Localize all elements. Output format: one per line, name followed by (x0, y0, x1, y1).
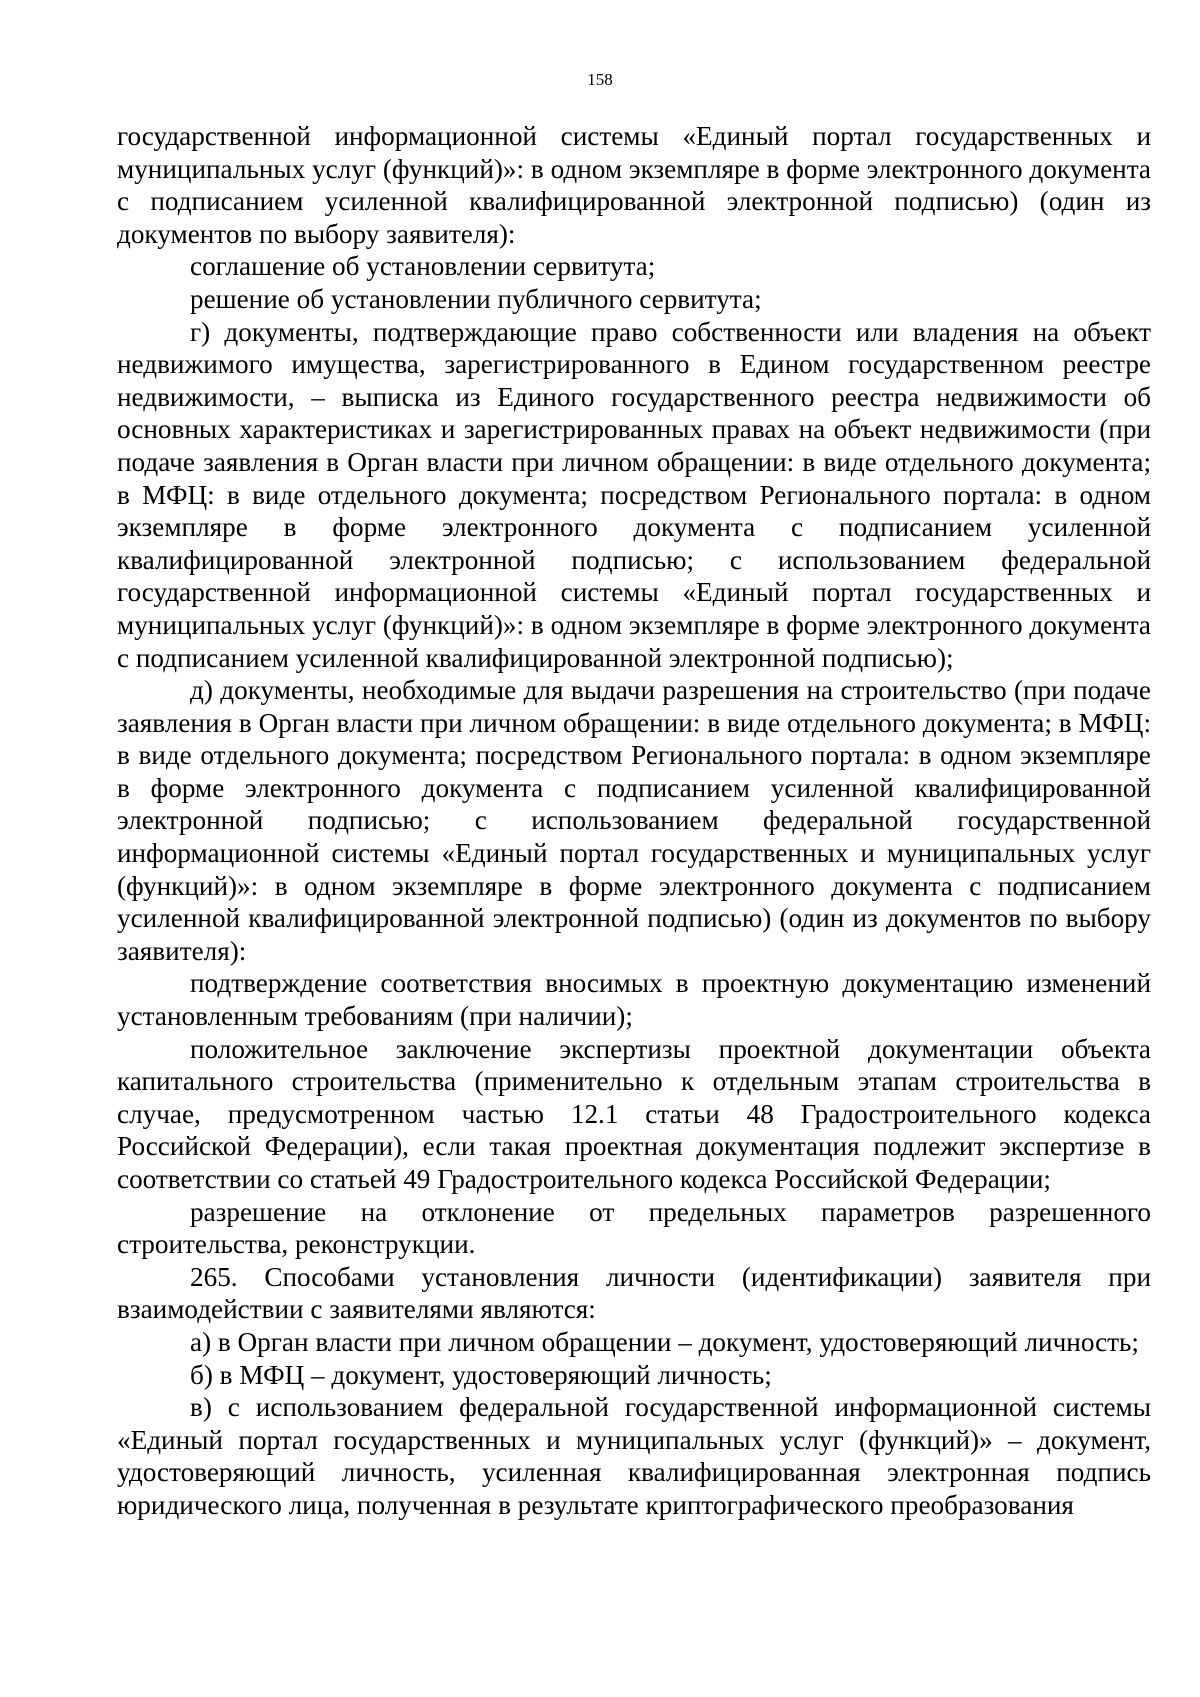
paragraph: соглашение об установлении сервитута; (190, 251, 656, 282)
paragraph: б) в МФЦ – документ, удостоверяющий личность; (190, 1359, 772, 1390)
paragraph: г) документы, подтверждающие право собственности или владения на объект недвижимого имущества, зарегистрированного в Едином государственном реестре недвижимости, – выписка из Единого государственного реестра недвижимости об основных характеристиках и зарегистрированных правах на объект недвижимости (при подаче заявления в Орган власти при личном обращении: в виде отдельного документа; в МФЦ: в виде отдельного документа; посредством Регионального портала: в одном экземпляре в форме электронного документа с подписанием усиленной квалифицированной электронной подписью; с использованием федеральной государственной информационной системы «Единый портал государственных и муниципальных услуг (функций)»: в одном экземпляре в форме электронного документа с подписанием усиленной квалифицированной электронной подписью); (117, 316, 1151, 673)
paragraph: в) с использованием федеральной государственной информационной системы «Единый портал государственных и муниципальных услуг (функций)» – документ, удостоверяющий личность, усиленная квалифицированная электронная подпись юридического лица, полученная в результате криптографического преобразования (117, 1392, 1151, 1520)
paragraph: государственной информационной системы «Единый портал государственных и муниципальных услуг (функций)»: в одном экземпляре в форме электронного документа с подписанием усиленной квалифицированной электронной подписью) (один из документов по выбору заявителя): (117, 121, 1151, 249)
page-number: 158 (587, 70, 613, 89)
document-body (117, 120, 1151, 1522)
paragraph: 265. Способами установления личности (идентификации) заявителя при взаимодействии с заявителями являются: (117, 1261, 1151, 1325)
paragraph: подтверждение соответствия вносимых в проектную документацию изменений установленным требованиям (при наличии); (117, 968, 1151, 1032)
paragraph: д) документы, необходимые для выдачи разрешения на строительство (при подаче заявления в Орган власти при личном обращении: в виде отдельного документа; в МФЦ: в виде отдельного документа; посредством Регионального портала: в одном экземпляре в форме электронного документа с подписанием усиленной квалифицированной электронной подписью; с использованием федеральной государственной информационной системы «Единый портал государственных и муниципальных услуг (функций)»: в одном экземпляре в форме электронного документа с подписанием усиленной квалифицированной электронной подписью) (один из документов по выбору заявителя): (117, 675, 1151, 966)
paragraph: решение об установлении публичного сервитута; (190, 283, 762, 314)
paragraph: разрешение на отклонение от предельных параметров разрешенного строительства, реконструкции. (117, 1196, 1151, 1260)
paragraph: положительное заключение экспертизы проектной документации объекта капитального строительства (применительно к отдельным этапам строительства в случае, предусмотренном частью 12.1 статьи 48 Градостроительного кодекса Российской Федерации), если такая проектная документация подлежит экспертизе в соответствии со статьей 49 Градостроительного кодекса Российской Федерации; (117, 1033, 1151, 1194)
paragraph: а) в Орган власти при личном обращении – документ, удостоверяющий личность; (190, 1326, 1139, 1357)
